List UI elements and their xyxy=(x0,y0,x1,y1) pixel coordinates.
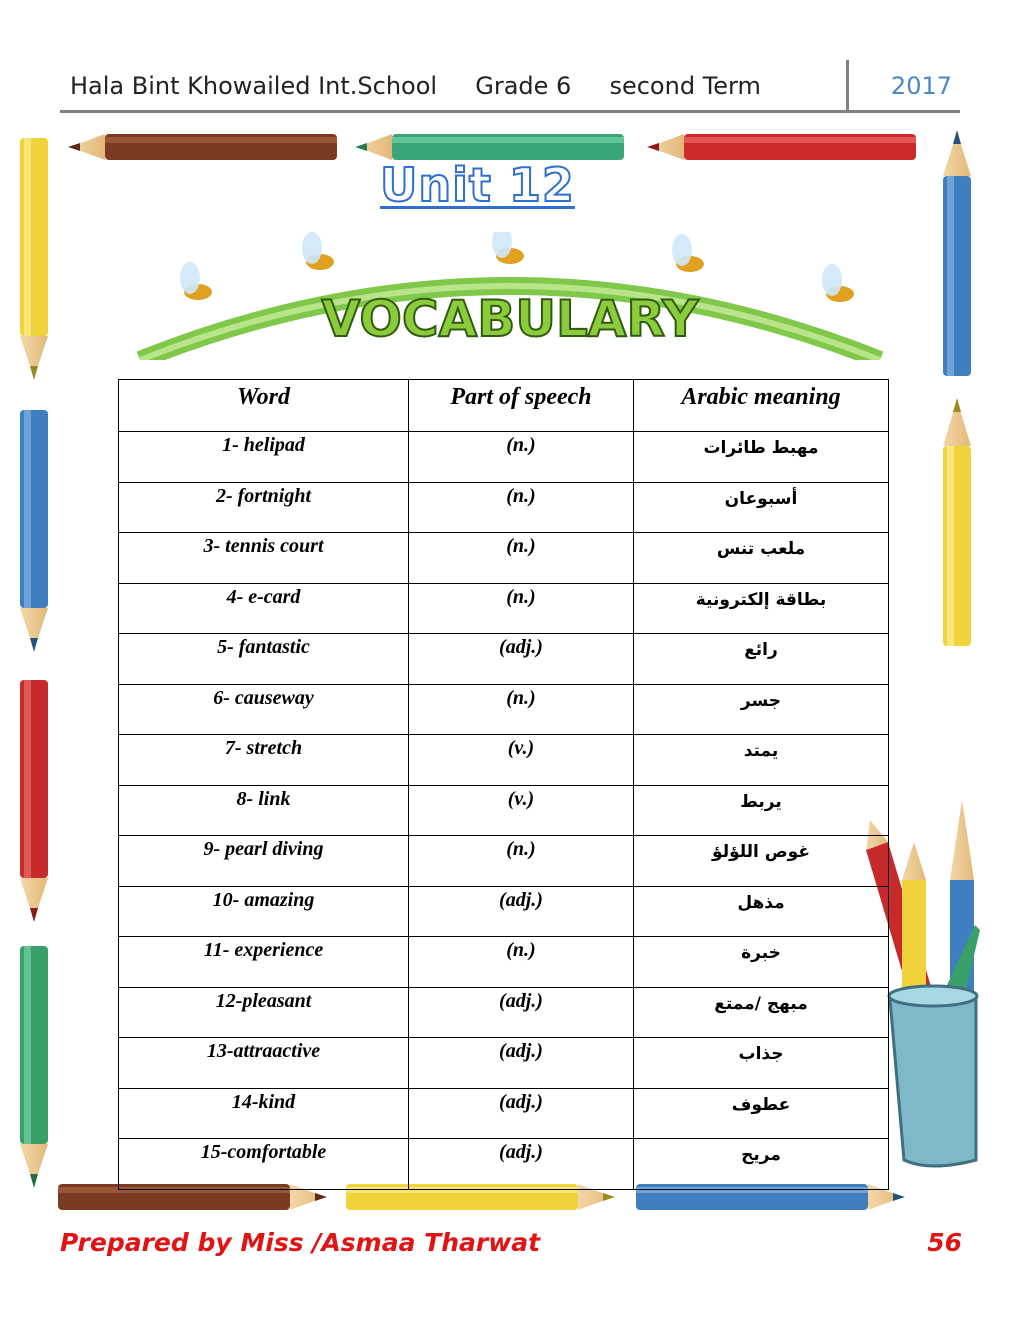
table-row xyxy=(119,583,889,634)
table-row xyxy=(119,634,889,685)
pos-cell: (n.) xyxy=(409,432,634,483)
word-cell: 15-comfortable xyxy=(119,1139,409,1190)
pos-cell: (adj.) xyxy=(409,987,634,1038)
pos-cell: (n.) xyxy=(409,533,634,584)
word-cell: 14-kind xyxy=(119,1088,409,1139)
word-cell: 9- pearl diving xyxy=(119,836,409,887)
pos-cell: (n.) xyxy=(409,836,634,887)
vocabulary-banner-text: VOCABULARY xyxy=(321,290,699,348)
pos-cell: (n.) xyxy=(409,937,634,988)
arabic-cell: خبرة xyxy=(634,937,889,988)
word-cell: 10- amazing xyxy=(119,886,409,937)
pos-cell: (adj.) xyxy=(409,1038,634,1089)
header-part-of-speech: Part of speech xyxy=(409,380,634,432)
header-term: second Term xyxy=(609,72,761,100)
pos-cell: (v.) xyxy=(409,785,634,836)
word-cell: 3- tennis court xyxy=(119,533,409,584)
bee-icon xyxy=(302,232,334,270)
arabic-cell: يمتد xyxy=(634,735,889,786)
red-pencil-left xyxy=(20,680,48,922)
table-row xyxy=(119,1088,889,1139)
bee-icon xyxy=(180,262,212,300)
table-row xyxy=(119,533,889,584)
arabic-cell: مريح xyxy=(634,1139,889,1190)
word-cell: 4- e-card xyxy=(119,583,409,634)
header-school: Hala Bint Khowailed Int.School xyxy=(70,72,438,100)
arabic-cell: بطاقة إلكترونية xyxy=(634,583,889,634)
header-year: 2017 xyxy=(890,72,952,100)
table-row xyxy=(119,432,889,483)
arabic-cell: أسبوعان xyxy=(634,482,889,533)
yellow-pencil-right xyxy=(943,398,971,646)
word-cell: 8- link xyxy=(119,785,409,836)
arabic-cell: جذاب xyxy=(634,1038,889,1089)
arabic-cell: عطوف xyxy=(634,1088,889,1139)
pos-cell: (n.) xyxy=(409,482,634,533)
word-cell: 13-attraactive xyxy=(119,1038,409,1089)
pos-cell: (n.) xyxy=(409,583,634,634)
table-row xyxy=(119,987,889,1038)
table-row xyxy=(119,1139,889,1190)
brown-pencil-top xyxy=(68,134,337,160)
red-pencil-top xyxy=(647,134,916,160)
page-number: 56 xyxy=(927,1228,962,1257)
table-header-row xyxy=(119,380,889,432)
word-cell: 5- fantastic xyxy=(119,634,409,685)
pos-cell: (adj.) xyxy=(409,1139,634,1190)
table-row xyxy=(119,1038,889,1089)
bee-icon xyxy=(822,264,854,302)
word-cell: 6- causeway xyxy=(119,684,409,735)
arabic-cell: يربط xyxy=(634,785,889,836)
header-grade: Grade 6 xyxy=(475,72,572,100)
word-cell: 11- experience xyxy=(119,937,409,988)
pos-cell: (v.) xyxy=(409,735,634,786)
vocabulary-banner xyxy=(120,232,900,360)
table-row xyxy=(119,684,889,735)
arabic-cell: مهبط طائرات xyxy=(634,432,889,483)
arabic-cell: رائع xyxy=(634,634,889,685)
word-cell: 1- helipad xyxy=(119,432,409,483)
unit-title: Unit 12 xyxy=(380,158,575,212)
green-pencil-left xyxy=(20,946,48,1188)
word-cell: 12-pleasant xyxy=(119,987,409,1038)
yellow-pencil-left xyxy=(20,138,48,380)
header-arabic-meaning: Arabic meaning xyxy=(634,380,889,432)
header-word: Word xyxy=(119,380,409,432)
arabic-cell: غوص اللؤلؤ xyxy=(634,836,889,887)
table-row xyxy=(119,886,889,937)
blue-pencil-left xyxy=(20,410,48,652)
table-row xyxy=(119,735,889,786)
vocabulary-table xyxy=(118,379,889,1190)
word-cell: 2- fortnight xyxy=(119,482,409,533)
table-row xyxy=(119,836,889,887)
arabic-cell: مبهج /ممتع xyxy=(634,987,889,1038)
table-row xyxy=(119,937,889,988)
bee-icon xyxy=(672,234,704,272)
table-row xyxy=(119,785,889,836)
pos-cell: (adj.) xyxy=(409,634,634,685)
word-cell: 7- stretch xyxy=(119,735,409,786)
blue-pencil-right xyxy=(943,130,971,376)
pos-cell: (adj.) xyxy=(409,886,634,937)
arabic-cell: جسر xyxy=(634,684,889,735)
green-pencil-top xyxy=(355,134,624,160)
arabic-cell: ملعب تنس xyxy=(634,533,889,584)
pos-cell: (n.) xyxy=(409,684,634,735)
prepared-by: Prepared by Miss /Asmaa Tharwat xyxy=(60,1228,541,1257)
table-row xyxy=(119,482,889,533)
pos-cell: (adj.) xyxy=(409,1088,634,1139)
arabic-cell: مذهل xyxy=(634,886,889,937)
bee-icon xyxy=(492,232,524,264)
